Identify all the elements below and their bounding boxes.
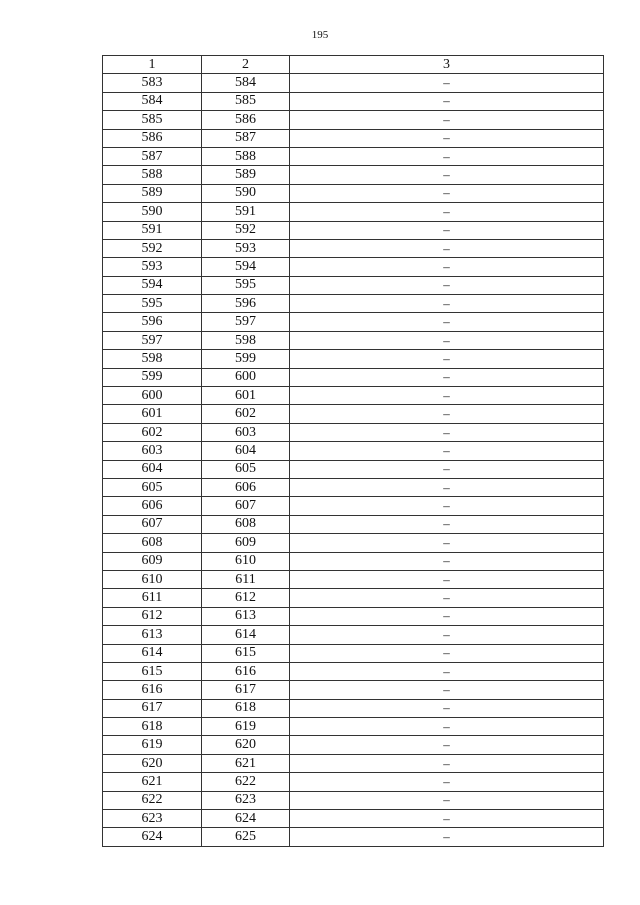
table-cell-col3: – (290, 405, 604, 423)
table-row (103, 460, 604, 478)
table-cell-col2: 587 (202, 129, 290, 147)
table-cell-col1: 609 (103, 552, 202, 570)
table-cell-col1: 622 (103, 791, 202, 809)
table-row (103, 552, 604, 570)
table-cell-col1: 612 (103, 607, 202, 625)
table-cell-col2: 616 (202, 662, 290, 680)
table-cell-col1: 583 (103, 74, 202, 92)
table-cell-col3: – (290, 810, 604, 828)
table-cell-col3: – (290, 331, 604, 349)
table-cell-col3: – (290, 92, 604, 110)
table-cell-col1: 585 (103, 111, 202, 129)
table-cell-col3: – (290, 442, 604, 460)
table-row (103, 405, 604, 423)
table-cell-col3: – (290, 147, 604, 165)
table-cell-col1: 613 (103, 626, 202, 644)
table-cell-col3: – (290, 736, 604, 754)
table-cell-col1: 606 (103, 497, 202, 515)
table-cell-col3: – (290, 350, 604, 368)
table-row (103, 350, 604, 368)
table-cell-col3: – (290, 423, 604, 441)
table-cell-col2: 619 (202, 718, 290, 736)
table-row (103, 754, 604, 772)
table-row (103, 368, 604, 386)
table-cell-col1: 601 (103, 405, 202, 423)
table-cell-col1: 623 (103, 810, 202, 828)
table-cell-col3: – (290, 662, 604, 680)
table-cell-col2: 602 (202, 405, 290, 423)
table-row (103, 497, 604, 515)
table-cell-col3: – (290, 387, 604, 405)
table-cell-col1: 595 (103, 295, 202, 313)
table-cell-col2: 603 (202, 423, 290, 441)
table-cell-col2: 606 (202, 478, 290, 496)
table-cell-col3: – (290, 626, 604, 644)
table-cell-col1: 587 (103, 147, 202, 165)
table-cell-col3: – (290, 313, 604, 331)
table-cell-col3: – (290, 791, 604, 809)
table-cell-col2: 592 (202, 221, 290, 239)
table-cell-col2: 591 (202, 203, 290, 221)
table-cell-col1: 592 (103, 239, 202, 257)
table-cell-col3: – (290, 129, 604, 147)
table-cell-col2: 625 (202, 828, 290, 846)
table-cell-col2: 613 (202, 607, 290, 625)
table-cell-col2: 586 (202, 111, 290, 129)
table-row (103, 295, 604, 313)
table-cell-col3: – (290, 589, 604, 607)
table-row (103, 791, 604, 809)
table-row (103, 644, 604, 662)
table-row (103, 718, 604, 736)
table-row (103, 515, 604, 533)
table-cell-col3: – (290, 534, 604, 552)
table-cell-col3: – (290, 460, 604, 478)
table-cell-col1: 603 (103, 442, 202, 460)
table-row (103, 276, 604, 294)
table-cell-col1: 602 (103, 423, 202, 441)
table-cell-col2: 601 (202, 387, 290, 405)
data-table (102, 55, 604, 847)
table-cell-col2: 590 (202, 184, 290, 202)
table-cell-col2: 615 (202, 644, 290, 662)
table-cell-col2: 597 (202, 313, 290, 331)
table-cell-col2: 599 (202, 350, 290, 368)
table-cell-col1: 621 (103, 773, 202, 791)
table-cell-col2: 605 (202, 460, 290, 478)
table-cell-col3: – (290, 111, 604, 129)
table-header-row (103, 56, 604, 74)
table-cell-col3: – (290, 368, 604, 386)
table-cell-col1: 615 (103, 662, 202, 680)
table-row (103, 736, 604, 754)
table-row (103, 184, 604, 202)
table-row (103, 423, 604, 441)
table-cell-col3: – (290, 607, 604, 625)
table-cell-col2: 611 (202, 570, 290, 588)
table-row (103, 681, 604, 699)
table-cell-col1: 594 (103, 276, 202, 294)
table-cell-col2: 594 (202, 258, 290, 276)
table-cell-col1: 593 (103, 258, 202, 276)
table-cell-col3: – (290, 552, 604, 570)
table-cell-col2: 618 (202, 699, 290, 717)
table-cell-col3: – (290, 570, 604, 588)
table-cell-col2: 622 (202, 773, 290, 791)
table-cell-col2: 623 (202, 791, 290, 809)
table-cell-col1: 604 (103, 460, 202, 478)
table-cell-col1: 590 (103, 203, 202, 221)
table-row (103, 570, 604, 588)
table-cell-col3: – (290, 221, 604, 239)
table-cell-col3: – (290, 497, 604, 515)
table-row (103, 773, 604, 791)
table-row (103, 147, 604, 165)
table-cell-col1: 616 (103, 681, 202, 699)
table-cell-col1: 619 (103, 736, 202, 754)
table-cell-col3: – (290, 184, 604, 202)
table-cell-col3: – (290, 754, 604, 772)
table-cell-col2: 584 (202, 74, 290, 92)
table-row (103, 387, 604, 405)
table-row (103, 626, 604, 644)
table-cell-col2: 598 (202, 331, 290, 349)
table-cell-col1: 596 (103, 313, 202, 331)
table-row (103, 258, 604, 276)
table-cell-col1: 605 (103, 478, 202, 496)
table-row (103, 111, 604, 129)
table-cell-col2: 596 (202, 295, 290, 313)
table-cell-col2: 589 (202, 166, 290, 184)
table-cell-col3: – (290, 74, 604, 92)
table-cell-col1: 584 (103, 92, 202, 110)
table-cell-col2: 608 (202, 515, 290, 533)
table-cell-col2: 588 (202, 147, 290, 165)
column-header-2: 2 (202, 56, 290, 74)
table-cell-col2: 607 (202, 497, 290, 515)
table-cell-col1: 620 (103, 754, 202, 772)
table-row (103, 589, 604, 607)
table-cell-col1: 624 (103, 828, 202, 846)
table-row (103, 662, 604, 680)
table-cell-col1: 608 (103, 534, 202, 552)
table-row (103, 699, 604, 717)
table-cell-col1: 586 (103, 129, 202, 147)
table-cell-col3: – (290, 699, 604, 717)
table-cell-col1: 598 (103, 350, 202, 368)
table-cell-col2: 610 (202, 552, 290, 570)
table-cell-col2: 614 (202, 626, 290, 644)
page-number: 195 (311, 29, 329, 41)
table-cell-col2: 593 (202, 239, 290, 257)
table-cell-col3: – (290, 478, 604, 496)
table-row (103, 239, 604, 257)
table-cell-col1: 591 (103, 221, 202, 239)
table-row (103, 607, 604, 625)
table-cell-col2: 621 (202, 754, 290, 772)
table-cell-col3: – (290, 239, 604, 257)
table-row (103, 203, 604, 221)
table-row (103, 221, 604, 239)
table-row (103, 810, 604, 828)
column-header-1: 1 (103, 56, 202, 74)
table-cell-col3: – (290, 773, 604, 791)
table-cell-col1: 599 (103, 368, 202, 386)
table-cell-col2: 600 (202, 368, 290, 386)
table-cell-col1: 607 (103, 515, 202, 533)
table-cell-col2: 609 (202, 534, 290, 552)
table-cell-col3: – (290, 828, 604, 846)
table-row (103, 478, 604, 496)
table-cell-col3: – (290, 258, 604, 276)
table-cell-col1: 597 (103, 331, 202, 349)
table-cell-col3: – (290, 681, 604, 699)
table-cell-col1: 588 (103, 166, 202, 184)
table-cell-col1: 610 (103, 570, 202, 588)
table-cell-col3: – (290, 203, 604, 221)
table-cell-col2: 624 (202, 810, 290, 828)
table-cell-col3: – (290, 166, 604, 184)
table-cell-col3: – (290, 515, 604, 533)
table-cell-col1: 589 (103, 184, 202, 202)
table-cell-col2: 620 (202, 736, 290, 754)
table-row (103, 331, 604, 349)
column-header-3: 3 (290, 56, 604, 74)
table-row (103, 534, 604, 552)
table-row (103, 442, 604, 460)
table-cell-col1: 611 (103, 589, 202, 607)
table-cell-col2: 617 (202, 681, 290, 699)
table-row (103, 166, 604, 184)
table-row (103, 313, 604, 331)
table-row (103, 828, 604, 846)
table-cell-col3: – (290, 276, 604, 294)
table-cell-col2: 604 (202, 442, 290, 460)
table-cell-col3: – (290, 718, 604, 736)
table-cell-col2: 595 (202, 276, 290, 294)
table-cell-col1: 614 (103, 644, 202, 662)
table-cell-col1: 617 (103, 699, 202, 717)
table-body (103, 74, 604, 846)
table-cell-col1: 618 (103, 718, 202, 736)
table-row (103, 92, 604, 110)
table-cell-col2: 612 (202, 589, 290, 607)
table-cell-col3: – (290, 295, 604, 313)
table-row (103, 129, 604, 147)
table-cell-col2: 585 (202, 92, 290, 110)
table-cell-col3: – (290, 644, 604, 662)
table-cell-col1: 600 (103, 387, 202, 405)
table-row (103, 74, 604, 92)
